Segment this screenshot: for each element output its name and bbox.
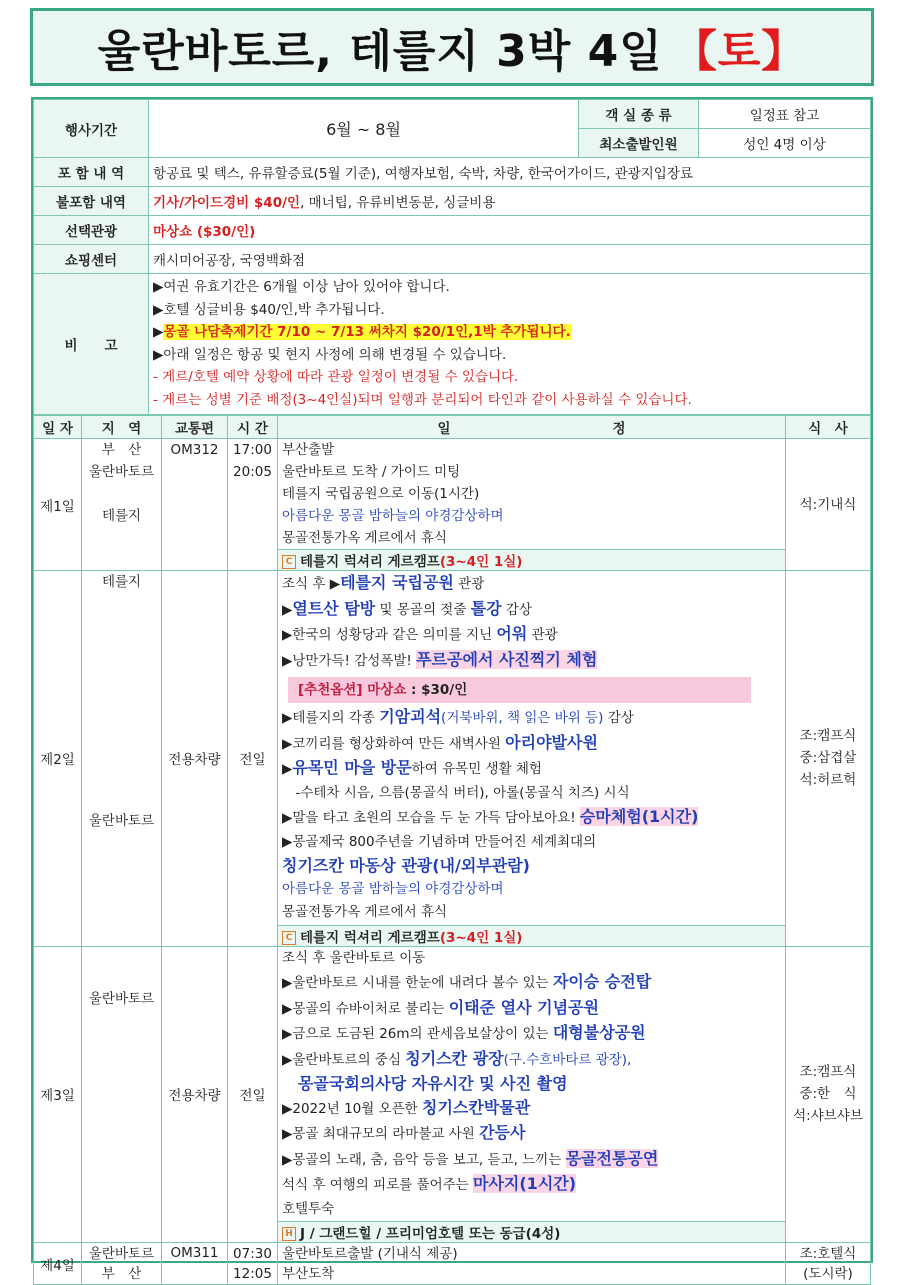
notes xyxy=(149,274,871,415)
col-time: 시 간 xyxy=(228,416,278,439)
day2-plan: 조식 후 ▶테를지 국립공원 관광 ▶열트산 탐방 및 몽골의 젖줄 톨강 감상 ▶한국의 성황당과 같은 의미를 지닌 어워 관광 ▶낭만가득! 감성폭발! 푸르공에서 사진찍기 체험 [추천옵션] 마상쇼 : $30/인 ▶테를지의 각종 기암괴석(거북바위, 책 읽은 바위 등) 감상 ▶코끼리를 형상화하여 만든 새벽사원 아리야발사원 ▶유목민 마을 방문하여 유목민 생활 체험 -수테차 시음, 으름(몽골식 버터), 아롤(몽골식 치즈) 시식 ▶말을 타고 초원의 모습을 두 눈 가득 담아보아요! 승마체험(1시간) ▶몽골제국 800주년을 기념하며 만들어진 세계최대의 칭기즈칸 마동상 관광(내/외부관람) 아름다운 몽골 밤하늘의 야경감상하며 몽골전통가옥 게르에서 휴식 xyxy=(278,571,786,926)
day1-times: 17:00 20:05 xyxy=(228,439,278,571)
day4-times: 07:30 12:05 xyxy=(228,1243,278,1285)
day1-plan: 부산출발 울란바토르 도착 / 가이드 미팅 테를지 국립공원으로 이동(1시간) 아름다운 몽골 밤하늘의 야경감상하며 몽골전통가옥 게르에서 휴식 xyxy=(278,439,786,550)
day3-row xyxy=(34,946,871,1222)
incl-value: 항공료 및 텍스, 유류할증료(5월 기준), 여행자보험, 숙박, 차량, 한국어가이드, 관광지입장료 xyxy=(149,158,871,187)
opt-value: 마상쇼 ($30/인) xyxy=(149,216,871,245)
day4-plan: 울란바토르출발 (기내식 제공) 부산도착 xyxy=(278,1243,786,1285)
day4-trans: OM311 xyxy=(162,1243,228,1285)
excl-rest: , 매너팁, 유류비변동분, 싱글비용 xyxy=(300,195,496,211)
recommended-option: [추천옵션] 마상쇼 : $30/인 xyxy=(288,677,751,703)
day3-hotel: H J / 그랜드힐 / 프리미엄호텔 또는 동급(4성) xyxy=(278,1222,786,1243)
period-label: 행사기간 xyxy=(34,100,149,158)
incl-label: 포 함 내 역 xyxy=(34,158,149,187)
col-plan: 일 정 xyxy=(278,416,786,439)
note-line: - 게르는 성별 기준 배정(3~4인실)되며 일행과 분리되어 타인과 같이 사용하실 수 있습니다. xyxy=(153,391,692,408)
day1-hotel: C 테를지 럭셔리 게르캠프(3~4인 1실) xyxy=(278,550,786,571)
note-line: ▶호텔 싱글비용 $40/인,박 추가됩니다. xyxy=(153,301,385,318)
day2-time: 전일 xyxy=(228,571,278,947)
day2-hotel: C 테를지 럭셔리 게르캠프(3~4인 1실) xyxy=(278,925,786,946)
day1-row xyxy=(34,439,871,550)
day4-meal: 조:호텔식 (도시락) xyxy=(786,1243,871,1285)
excl-label: 불포함 내역 xyxy=(34,187,149,216)
day3-meal: 조:캠프식 중:한 식 석:샤브샤브 xyxy=(786,946,871,1243)
day1-meal: 석:기내식 xyxy=(786,439,871,571)
min-value: 성인 4명 이상 xyxy=(699,129,871,158)
period-value: 6월 ~ 8월 xyxy=(149,100,579,158)
note-line: - 게르/호텔 예약 상황에 따라 관광 일정이 변경될 수 있습니다. xyxy=(153,369,519,385)
day4-row xyxy=(34,1243,871,1285)
day3-place: 울란바토르 xyxy=(82,946,162,1243)
day1-trans: OM312 xyxy=(162,439,228,571)
excl-value xyxy=(149,187,871,216)
day3-time: 전일 xyxy=(228,946,278,1243)
col-place: 지 역 xyxy=(82,416,162,439)
day4-label: 제4일 xyxy=(34,1243,82,1285)
opt-label: 선택관광 xyxy=(34,216,149,245)
day2-trans: 전용차량 xyxy=(162,571,228,947)
shop-value: 캐시미어공장, 국영백화점 xyxy=(149,245,871,274)
excl-red: 기사/가이드경비 $40/인 xyxy=(153,195,301,211)
hotel-icon: H xyxy=(282,1227,296,1241)
day1-label: 제1일 xyxy=(34,439,82,571)
col-meal: 식 사 xyxy=(786,416,871,439)
day2-meal: 조:캠프식 중:삼겹살 석:허르헉 xyxy=(786,571,871,947)
itinerary-document xyxy=(31,97,873,1282)
camp-icon: C xyxy=(282,555,296,569)
min-label: 최소출발인원 xyxy=(579,129,699,158)
room-label: 객 실 종 류 xyxy=(579,100,699,129)
title-main: 울란바토르, 테를지 3박 4일 xyxy=(97,26,663,77)
schedule-table xyxy=(33,415,871,1285)
info-table xyxy=(33,99,871,415)
day3-plan: 조식 후 울란바토르 이동 ▶울란바토르 시내를 한눈에 내려다 볼수 있는 자이승 승전탑 ▶몽골의 슈바이처로 불리는 이태준 열사 기념공원 ▶금으로 도금된 26m의 관세음보살상이 있는 대형불상공원 ▶울란바토르의 중심 칭기스칸 광장(구.수흐바타르 광장), 몽골국회의사당 자유시간 및 사진 촬영 ▶2022년 10월 오픈한 칭기스칸박물관 ▶몽골 최대규모의 라마불교 사원 간등사 ▶몽골의 노래, 춤, 음악 등을 보고, 듣고, 느끼는 몽골전통공연 석식 후 여행의 피로를 풀어주는 마사지(1시간) 호텔투숙 xyxy=(278,946,786,1222)
page-title xyxy=(30,8,874,86)
col-day: 일 자 xyxy=(34,416,82,439)
note-line: ▶몽골 나담축제기간 7/10 ~ 7/13 써차지 $20/1인,1박 추가됩니다. xyxy=(153,324,571,340)
camp-icon: C xyxy=(282,931,296,945)
day2-places: 테를지 울란바토르 xyxy=(82,571,162,947)
note-line: ▶여권 유효기간은 6개월 이상 남아 있어야 합니다. xyxy=(153,279,450,295)
day4-places: 울란바토르 부 산 xyxy=(82,1243,162,1285)
room-value: 일정표 참고 xyxy=(699,100,871,129)
day3-trans: 전용차량 xyxy=(162,946,228,1243)
shop-label: 쇼핑센터 xyxy=(34,245,149,274)
note-label: 비 고 xyxy=(34,274,149,415)
col-trans: 교통편 xyxy=(162,416,228,439)
note-line: ▶아래 일정은 항공 및 현지 사정에 의해 변경될 수 있습니다. xyxy=(153,346,507,363)
day2-label: 제2일 xyxy=(34,571,82,947)
title-tag: 【토】 xyxy=(672,26,807,77)
day2-row xyxy=(34,571,871,926)
day3-label: 제3일 xyxy=(34,946,82,1243)
day1-places: 부 산 울란바토르 테를지 xyxy=(82,439,162,571)
